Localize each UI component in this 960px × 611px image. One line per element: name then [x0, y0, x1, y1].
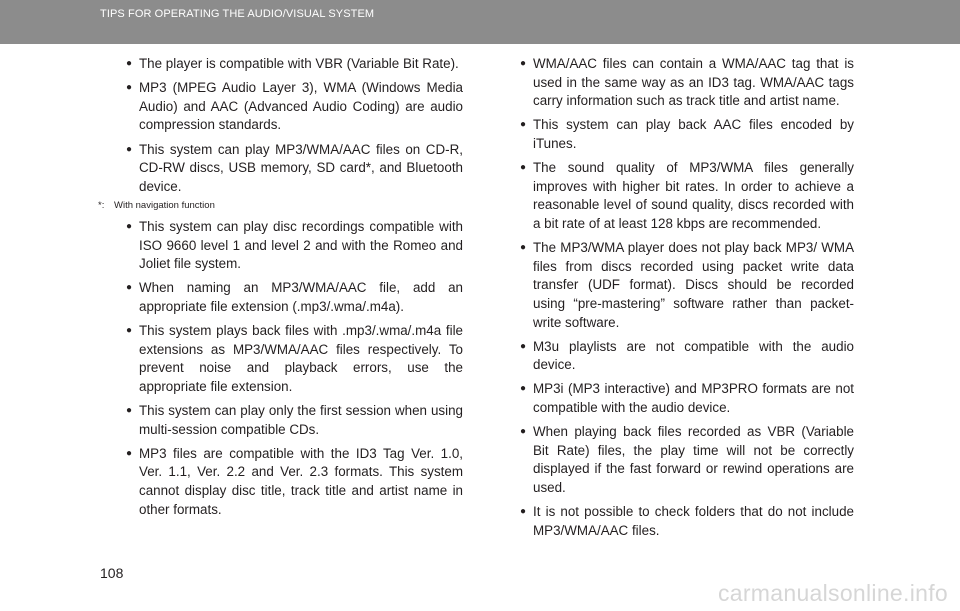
list-item-text: This system can play back AAC files encoded by iTunes. [533, 117, 854, 151]
list-item [520, 380, 854, 417]
bullet-icon: ● [520, 340, 527, 352]
bullet-icon: ● [126, 282, 133, 294]
bullet-icon: ● [126, 405, 133, 417]
bullet-icon: ● [126, 58, 133, 69]
list-item-text: It is not possible to check folders that do not include MP3/WMA/AAC files. [533, 504, 854, 538]
list-item-text: This system can play disc recordings compatible with ISO 9660 level 1 and level 2 and with the Romeo and Joliet file system. [139, 218, 463, 272]
page-number: 108 [100, 565, 124, 581]
bullet-icon: ● [126, 447, 133, 459]
bullet-icon: ● [520, 242, 527, 254]
right-column [520, 55, 854, 546]
footnote [98, 200, 463, 212]
bullet-icon: ● [520, 426, 527, 438]
list-item [520, 338, 854, 375]
bullet-icon: ● [126, 143, 133, 155]
list-item-text: The player is compatible with VBR (Variable Bit Rate). [139, 56, 459, 71]
list-item [126, 402, 463, 439]
list-item-text: This system can play only the first session when using multi-session compatible CDs. [139, 403, 463, 437]
bullet-icon: ● [520, 506, 527, 518]
bullet-icon: ● [520, 119, 527, 131]
bullet-icon: ● [520, 383, 527, 395]
list-item-text: MP3 files are compatible with the ID3 Tag Ver. 1.0, Ver. 1.1, Ver. 2.2 and Ver. 2.3 formats. This system cannot display disc title, track title and artist name in other formats. [139, 445, 463, 517]
list-item-text: This system plays back files with .mp3/.wma/.m4a file extensions as MP3/WMA/AAC files respectively. To prevent noise and playback errors, use the appropriate file extension. [139, 323, 463, 394]
bullet-list-right [520, 55, 854, 540]
list-item-text: The MP3/WMA player does not play back MP3/ WMA files from discs recorded using packet write data transfer (UDF format). Discs should be recorded using “pre-mastering” software rather than packet-write software. [533, 240, 854, 330]
bullet-icon: ● [126, 325, 133, 337]
bullet-icon: ● [126, 220, 133, 232]
list-item [520, 503, 854, 540]
list-item-text: M3u playlists are not compatible with the audio device. [533, 338, 854, 373]
list-item-text: MP3i (MP3 interactive) and MP3PRO formats are not compatible with the audio device. [533, 381, 854, 416]
list-item-text: The sound quality of MP3/WMA files generally improves with higher bit rates. In order to achieve a reasonable level of sound quality, discs recorded with a bit rate of at least 128 kbps are recommended. [533, 160, 854, 231]
bullet-icon: ● [520, 58, 527, 69]
list-item [520, 116, 854, 153]
list-item [126, 322, 463, 396]
bullet-icon: ● [126, 82, 133, 94]
list-item-text: MP3 (MPEG Audio Layer 3), WMA (Windows Media Audio) and AAC (Advanced Audio Coding) are audio compression standards. [139, 80, 463, 133]
list-item-text: When playing back files recorded as VBR (Variable Bit Rate) files, the play time will not be correctly displayed if the fast forward or rewind operations are used. [533, 424, 854, 496]
footnote-mark: *: [98, 199, 105, 211]
list-item [126, 218, 463, 274]
list-item [126, 141, 463, 197]
list-item-text: This system can play MP3/WMA/AAC files on CD-R, CD-RW discs, USB memory, SD card*, and Bluetooth device. [139, 141, 463, 194]
left-column [98, 55, 463, 525]
list-item [520, 423, 854, 497]
watermark: carmanualsonline.info [717, 580, 948, 606]
list-item [126, 445, 463, 519]
section-title: TIPS FOR OPERATING THE AUDIO/VISUAL SYSTEM [100, 8, 375, 20]
footnote-text: With navigation function [114, 199, 215, 211]
header-bar [0, 0, 960, 44]
bullet-list-left-a [126, 55, 463, 196]
list-item [126, 79, 463, 135]
list-item [126, 279, 463, 316]
list-item [126, 55, 463, 74]
bullet-icon: ● [520, 162, 527, 174]
list-item [520, 55, 854, 111]
list-item-text: WMA/AAC files can contain a WMA/AAC tag that is used in the same way as an ID3 tag. WMA/AAC tags carry information such as track title and artist name. [533, 56, 854, 109]
list-item [520, 239, 854, 332]
bullet-list-left-b [126, 218, 463, 519]
list-item [520, 159, 854, 233]
list-item-text: When naming an MP3/WMA/AAC file, add an appropriate file extension (.mp3/.wma/.m4a). [139, 280, 463, 314]
